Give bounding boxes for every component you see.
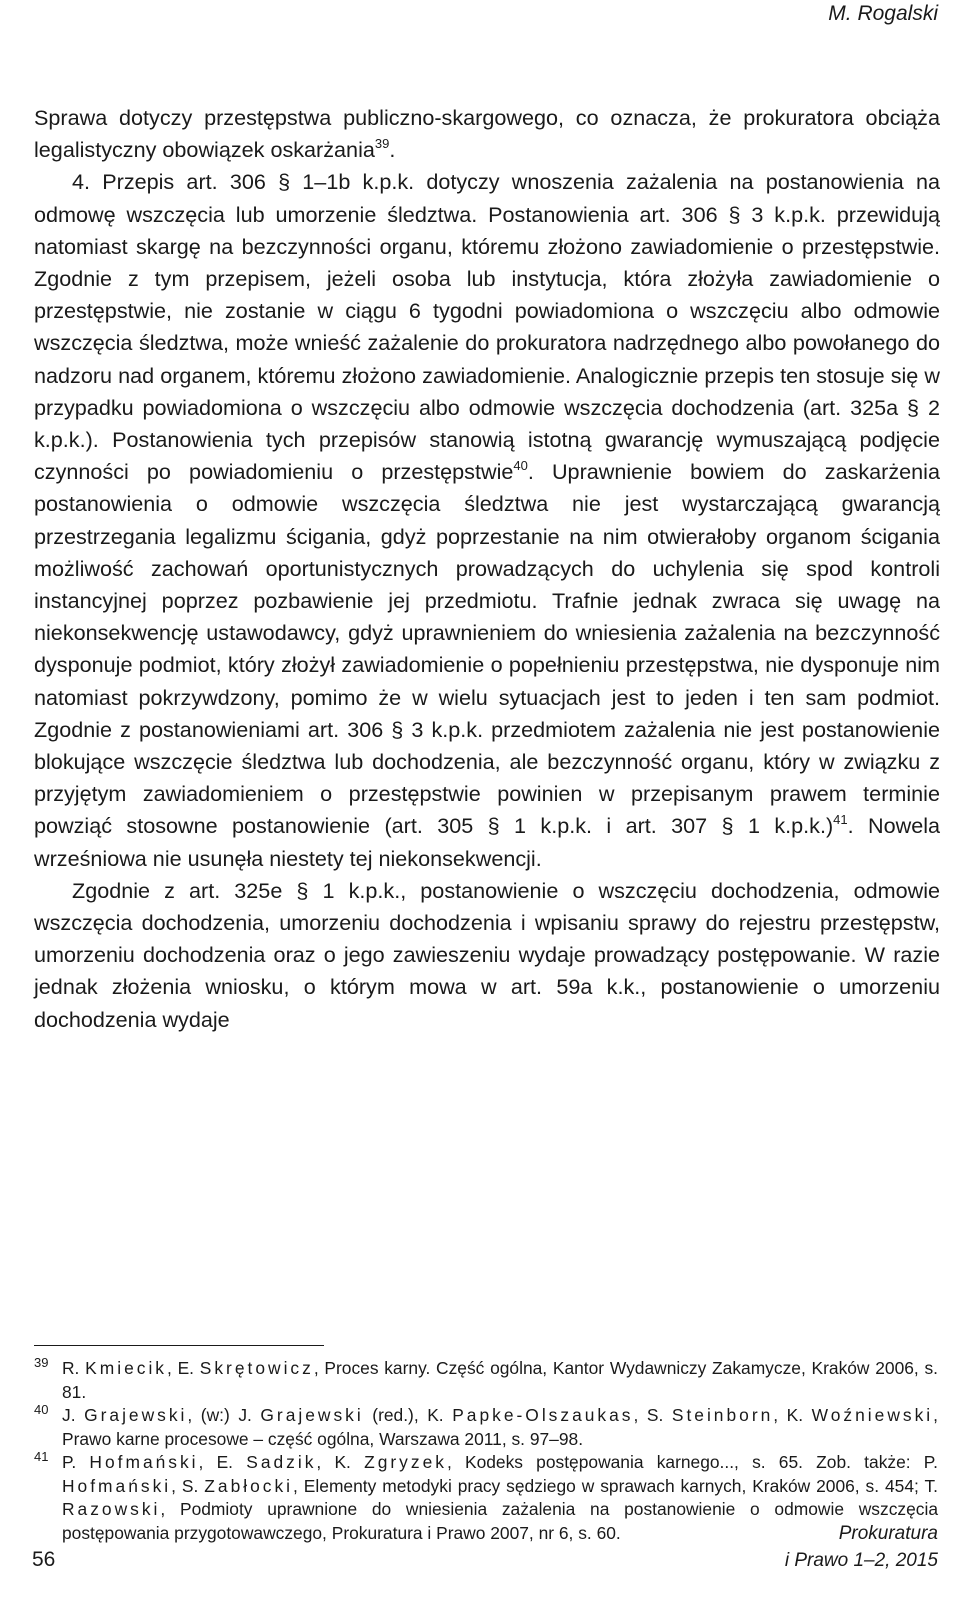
author-name: Hofmański	[89, 1452, 199, 1472]
author-name: Kmiecik	[85, 1358, 168, 1378]
paragraph: 4. Przepis art. 306 § 1–1b k.p.k. dotyczy wnoszenia zażalenia na postanowienia na odmowę wszczęcia lub umorzenie śledztwa. Postanowienia art. 306 § 3 k.p.k. przewidują natomiast skargę na bezczynności organu, któremu złożono zawiadomienie o przestępstwie. Zgodnie z tym przepisem, jeżeli osoba lub instytucja, która złożyła zawiadomienie o przestępstwie, nie zostanie w ciągu 6 tygodni powiadomiona o wszczęciu albo odmowie wszczęcia śledztwa, może wnieść zażalenie do prokuratora nadrzędnego albo powołanego do nadzoru nad organem, któremu złożono zawiadomienie. Analogicznie przepis ten stosuje się w przypadku powiadomiona o wszczęciu albo odmowie wszczęcia dochodzenia (art. 325a § 2 k.p.k.). Postanowienia tych przepisów stanowią istotną gwarancję wymuszającą podjęcie czynności po powiadomieniu o przestępstwie$^{40}$. Uprawnienie bowiem do zaskarżenia postanowienia o odmowie wszczęcia śledztwa nie jest wystarczającą gwarancją przestrzegania legalizmu ścigania, gdyż poprzestanie na nim otwierałoby organom ścigania możliwość zachowań oportunistycznych prowadzących do uchylenia się spod kontroli instancyjnej poprzez pozbawienie jej przedmiotu. Trafnie jednak zwraca się uwagę na niekonsekwencję ustawodawcy, gdyż uprawnieniem do wniesienia zażalenia na bezczynność dysponuje podmiot, który złożył zawiadomienie o popełnieniu przestępstwa, nie dysponuje nim natomiast pokrzywdzony, pomimo że w wielu sytuacjach jest to jeden i ten sam podmiot. Zgodnie z postanowieniami art. 306 § 3 k.p.k. przedmiotem zażalenia nie jest postanowienie blokujące wszczęcie śledztwa lub dochodzenia, ale bezczynność organu, który w związku z przyjętym zawiadomieniem o przestępstwie powinien w przepisanym prawem terminie powziąć stosowne postanowienie (art. 305 § 1 k.p.k. i art. 307 § 1 k.p.k.)$^{41}$. Nowela wrześniowa nie usunęła niestety tej niekonsekwencji.	[34, 169, 941, 871]
journal-footer	[785, 1520, 938, 1574]
footnote-number: 40	[34, 1402, 49, 1417]
author-name: Hofmański	[62, 1475, 172, 1496]
author-name: Zabłocki	[204, 1475, 294, 1496]
author-name: Razowski	[62, 1499, 161, 1519]
footnote-ref: 41	[833, 812, 848, 828]
footnote-ref: 40	[513, 458, 528, 474]
author-name: Grajewski	[84, 1405, 188, 1425]
footnote-ref: 39	[374, 136, 390, 152]
author-name: Sadzik	[246, 1452, 317, 1472]
author-name: Grajewski	[260, 1405, 364, 1425]
page-number: 56	[32, 1548, 56, 1571]
journal-name: Prokuratura	[838, 1523, 938, 1544]
footnote: 41 P. Hofmański, E. Sadzik, K. Zgryzek, Kodeks postępowania karnego..., s. 65. Zob. także: P. Hofmański, S. Zabłocki, Elementy metodyki pracy sędziego w sprawach karnych, Kraków 2006, s. 454; T. Razowski, Podmioty uprawnione do wniesienia zażalenia na postanowienie o odmowie wszczęcia postępowania przygotowawczego, Prokuratura i Prawo 2007, nr 6, s. 60.	[34, 1451, 938, 1545]
main-text	[34, 102, 940, 1036]
journal-issue: i Prawo 1–2, 2015	[784, 1550, 938, 1571]
running-head: M. Rogalski	[828, 2, 938, 25]
author-name: Steinborn	[671, 1405, 774, 1425]
footnote-number: 41	[34, 1449, 49, 1464]
footnote-number: 39	[34, 1355, 49, 1370]
footnotes	[34, 1357, 938, 1545]
author-name: Skrętowicz	[199, 1358, 314, 1378]
author-name: Woźniewski	[811, 1405, 934, 1425]
footnote: 40 J. Grajewski, (w:) J. Grajewski (red.), K. Papke-Olszaukas, S. Steinborn, K. Woźniewski, Prawo karne procesowe – część ogólna, Warszawa 2011, s. 97–98.	[34, 1404, 938, 1451]
author-name: Zgryzek	[364, 1452, 447, 1472]
paragraph: Zgodnie z art. 325e § 1 k.p.k., postanowienie o wszczęciu dochodzenia, odmowie wszczęcia dochodzenia, umorzeniu dochodzenia i wpisaniu sprawy do rejestru przestępstw, umorzeniu dochodzenia oraz o jego zawieszeniu wydaje prowadzący postępowanie. W razie jednak złożenia wniosku, o którym mowa w art. 59a k.k., postanowienie o umorzeniu dochodzenia wydaje	[34, 877, 940, 1032]
footnote: 39 R. Kmiecik, E. Skrętowicz, Proces karny. Część ogólna, Kantor Wydawniczy Zakamycze, Kraków 2006, s. 81.	[34, 1357, 938, 1404]
paragraph: Sprawa dotyczy przestępstwa publiczno-skargowego, co oznacza, że prokuratora obciąża legalistyczny obowiązek oskarżania$^{39}$.	[34, 105, 940, 163]
author-name: Papke-Olszaukas	[452, 1405, 634, 1425]
footnote-separator	[34, 1345, 324, 1346]
